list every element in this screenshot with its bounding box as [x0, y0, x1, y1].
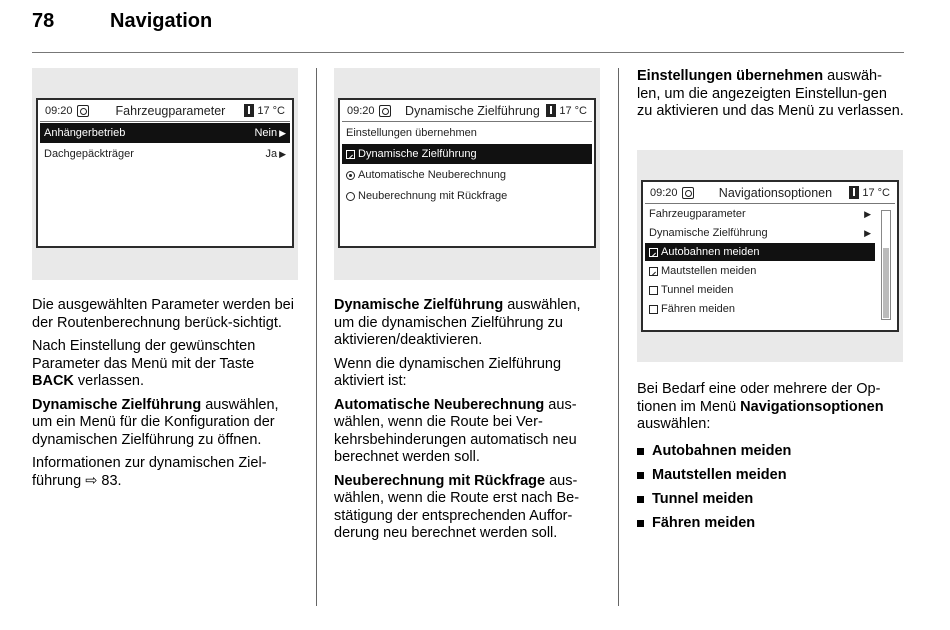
- screen-temperature: 17 °C: [559, 104, 587, 117]
- menu-item-label: Dynamische Zielführung: [358, 148, 477, 160]
- checkbox-checked-icon: [649, 267, 658, 276]
- paragraph-text: aus-wählen, wenn die Route bei Ver-kehrsbehinderungen automatisch neu berechnet werden soll.: [334, 396, 577, 465]
- paragraph-text: Die ausgewählten Parameter werden bei der Routenberechnung berück-sichtigt.: [32, 297, 294, 331]
- bullet-icon: [637, 496, 644, 503]
- display-screen: [641, 180, 899, 332]
- screenshot-navigation-options: [637, 150, 903, 362]
- scrollbar[interactable]: [881, 210, 891, 320]
- screen-time: 09:20: [650, 186, 678, 199]
- screen-header: [40, 100, 290, 122]
- paragraph: [334, 397, 602, 467]
- checkbox-unchecked-icon: [649, 305, 658, 314]
- menu-item-dynamic-guidance[interactable]: [645, 224, 875, 242]
- screen-header: [645, 182, 895, 204]
- page-number: 78: [32, 10, 55, 32]
- thermometer-icon: [546, 104, 556, 117]
- paragraph-text: Informationen zur dynamischen Ziel-führung: [32, 455, 267, 489]
- menu-item-label: Mautstellen meiden: [661, 265, 757, 277]
- key-name: BACK: [32, 373, 74, 389]
- bullet-icon: [637, 520, 644, 527]
- menu-item-label: Tunnel meiden: [661, 284, 734, 296]
- paragraph: [334, 297, 602, 350]
- list-item: [637, 488, 905, 512]
- clock-icon: [77, 105, 89, 117]
- paragraph: [334, 356, 602, 391]
- menu-term: Dynamische Zielführung: [32, 396, 202, 413]
- paragraph-text: auswäh-len, um die angezeigten Einstellun-gen zu aktivieren und das Menü zu verlassen.: [637, 68, 904, 119]
- menu-item-label: Neuberechnung mit Rückfrage: [358, 190, 508, 202]
- paragraph-text: auswählen:: [637, 416, 711, 432]
- chevron-right-icon: ▶: [279, 148, 286, 159]
- paragraph-text: aus-wählen, wenn die Route erst nach Be-stätigung der entsprechenden Auffor-derung neu berechnet werden soll.: [334, 472, 580, 541]
- radio-unselected-icon: [346, 192, 355, 201]
- column-divider: [316, 68, 317, 606]
- menu-item-dynamic-guidance[interactable]: [342, 144, 592, 164]
- paragraph: [32, 397, 300, 450]
- display-screen: [36, 98, 294, 248]
- menu-term: Dynamische Zielführung: [334, 297, 504, 313]
- list-item: [637, 464, 905, 488]
- menu-term: Einstellungen übernehmen: [637, 68, 824, 84]
- list-item-label: Tunnel meiden: [652, 490, 754, 507]
- checkbox-unchecked-icon: [649, 286, 658, 295]
- menu-item-roof-rack[interactable]: [40, 144, 290, 164]
- paragraph: [334, 473, 602, 543]
- menu-item-label: Fähren meiden: [661, 303, 735, 315]
- column-1-text: [32, 297, 300, 496]
- column-3-intro-text: [637, 68, 905, 127]
- paragraph-text: Bei Bedarf eine oder mehrere der Op-tionen im Menü: [637, 381, 881, 415]
- screen-header: [342, 100, 592, 122]
- checkbox-checked-icon: [649, 248, 658, 257]
- screenshot-vehicle-parameters: [32, 68, 298, 280]
- screenshot-dynamic-guidance: [334, 68, 600, 280]
- screen-title: Fahrzeugparameter: [115, 103, 226, 118]
- paragraph: [32, 455, 300, 490]
- menu-item-label: Dynamische Zielführung: [649, 227, 768, 239]
- clock-icon: [379, 105, 391, 117]
- menu-item-avoid-tunnels[interactable]: [645, 281, 875, 299]
- list-item: [637, 512, 905, 536]
- paragraph: [32, 338, 300, 391]
- chevron-right-icon: ▶: [864, 227, 871, 238]
- chevron-right-icon: ▶: [864, 208, 871, 219]
- bullet-icon: [637, 448, 644, 455]
- menu-item-label: Dachgepäckträger: [44, 148, 134, 160]
- menu-item-avoid-ferries[interactable]: [645, 300, 875, 318]
- checkbox-checked-icon: [346, 150, 355, 159]
- screen-title: Dynamische Zielführung: [405, 103, 540, 118]
- screen-time: 09:20: [45, 104, 73, 117]
- paragraph: [637, 68, 905, 121]
- screen-temperature: 17 °C: [862, 186, 890, 199]
- menu-item-recalculation-with-prompt[interactable]: [342, 186, 592, 206]
- paragraph-text: verlassen.: [73, 373, 145, 389]
- header-divider: [32, 52, 904, 53]
- bullet-icon: [637, 472, 644, 479]
- paragraph: [637, 381, 905, 434]
- menu-item-value: Nein: [254, 127, 278, 139]
- paragraph: [32, 297, 300, 332]
- column-divider: [618, 68, 619, 606]
- menu-item-label: Autobahnen meiden: [661, 246, 760, 258]
- paragraph-text: Wenn die dynamischen Zielführung aktiviert ist:: [334, 355, 562, 389]
- menu-term: Navigationsoptionen: [740, 398, 884, 415]
- list-item: [637, 440, 905, 464]
- menu-item-label: Automatische Neuberechnung: [358, 169, 506, 181]
- menu-item-avoid-toll-stations[interactable]: [645, 262, 875, 280]
- column-3-text: [637, 381, 905, 536]
- page-title: Navigation: [110, 10, 213, 32]
- menu-item-label: Fahrzeugparameter: [649, 208, 746, 220]
- chevron-right-icon: ▶: [279, 127, 286, 138]
- page-reference[interactable]: 83.: [97, 472, 122, 489]
- column-2-text: [334, 297, 602, 549]
- menu-item-label: Anhängerbetrieb: [44, 127, 126, 139]
- screen-temperature: 17 °C: [257, 104, 285, 117]
- paragraph-text: Nach Einstellung der gewünschten Parameter das Menü mit der Taste: [32, 338, 256, 372]
- radio-selected-icon: [346, 171, 355, 180]
- display-screen: [338, 98, 596, 248]
- menu-item-value: Ja: [265, 148, 278, 160]
- paragraph-text: auswählen, um die dynamischen Zielführung zu aktivieren/deaktivieren.: [334, 297, 581, 348]
- list-item-label: Mautstellen meiden: [652, 466, 787, 483]
- clock-icon: [682, 187, 694, 199]
- page-reference-arrow-icon[interactable]: ⇨: [85, 472, 98, 489]
- list-item-label: Fähren meiden: [652, 514, 756, 531]
- menu-term: Automatische Neuberechnung: [334, 396, 545, 413]
- menu-list: [643, 205, 877, 318]
- menu-item-vehicle-parameters[interactable]: [645, 205, 875, 223]
- paragraph-text: auswählen, um ein Menü für die Konfiguration der dynamischen Zielführung zu öffnen.: [32, 396, 279, 448]
- thermometer-icon: [849, 186, 859, 199]
- options-list: [637, 440, 905, 536]
- menu-term: Neuberechnung mit Rückfrage: [334, 472, 546, 489]
- scrollbar-thumb[interactable]: [883, 248, 889, 318]
- menu-item-automatic-recalculation[interactable]: [342, 165, 592, 185]
- menu-item-apply-settings[interactable]: [342, 123, 592, 143]
- thermometer-icon: [244, 104, 254, 117]
- menu-item-trailer-mode[interactable]: [40, 123, 290, 143]
- screen-title: Navigationsoptionen: [718, 185, 833, 200]
- menu-item-label: Einstellungen übernehmen: [346, 127, 477, 139]
- screen-time: 09:20: [347, 104, 375, 117]
- list-item-label: Autobahnen meiden: [652, 442, 792, 459]
- menu-item-avoid-motorways[interactable]: [645, 243, 875, 261]
